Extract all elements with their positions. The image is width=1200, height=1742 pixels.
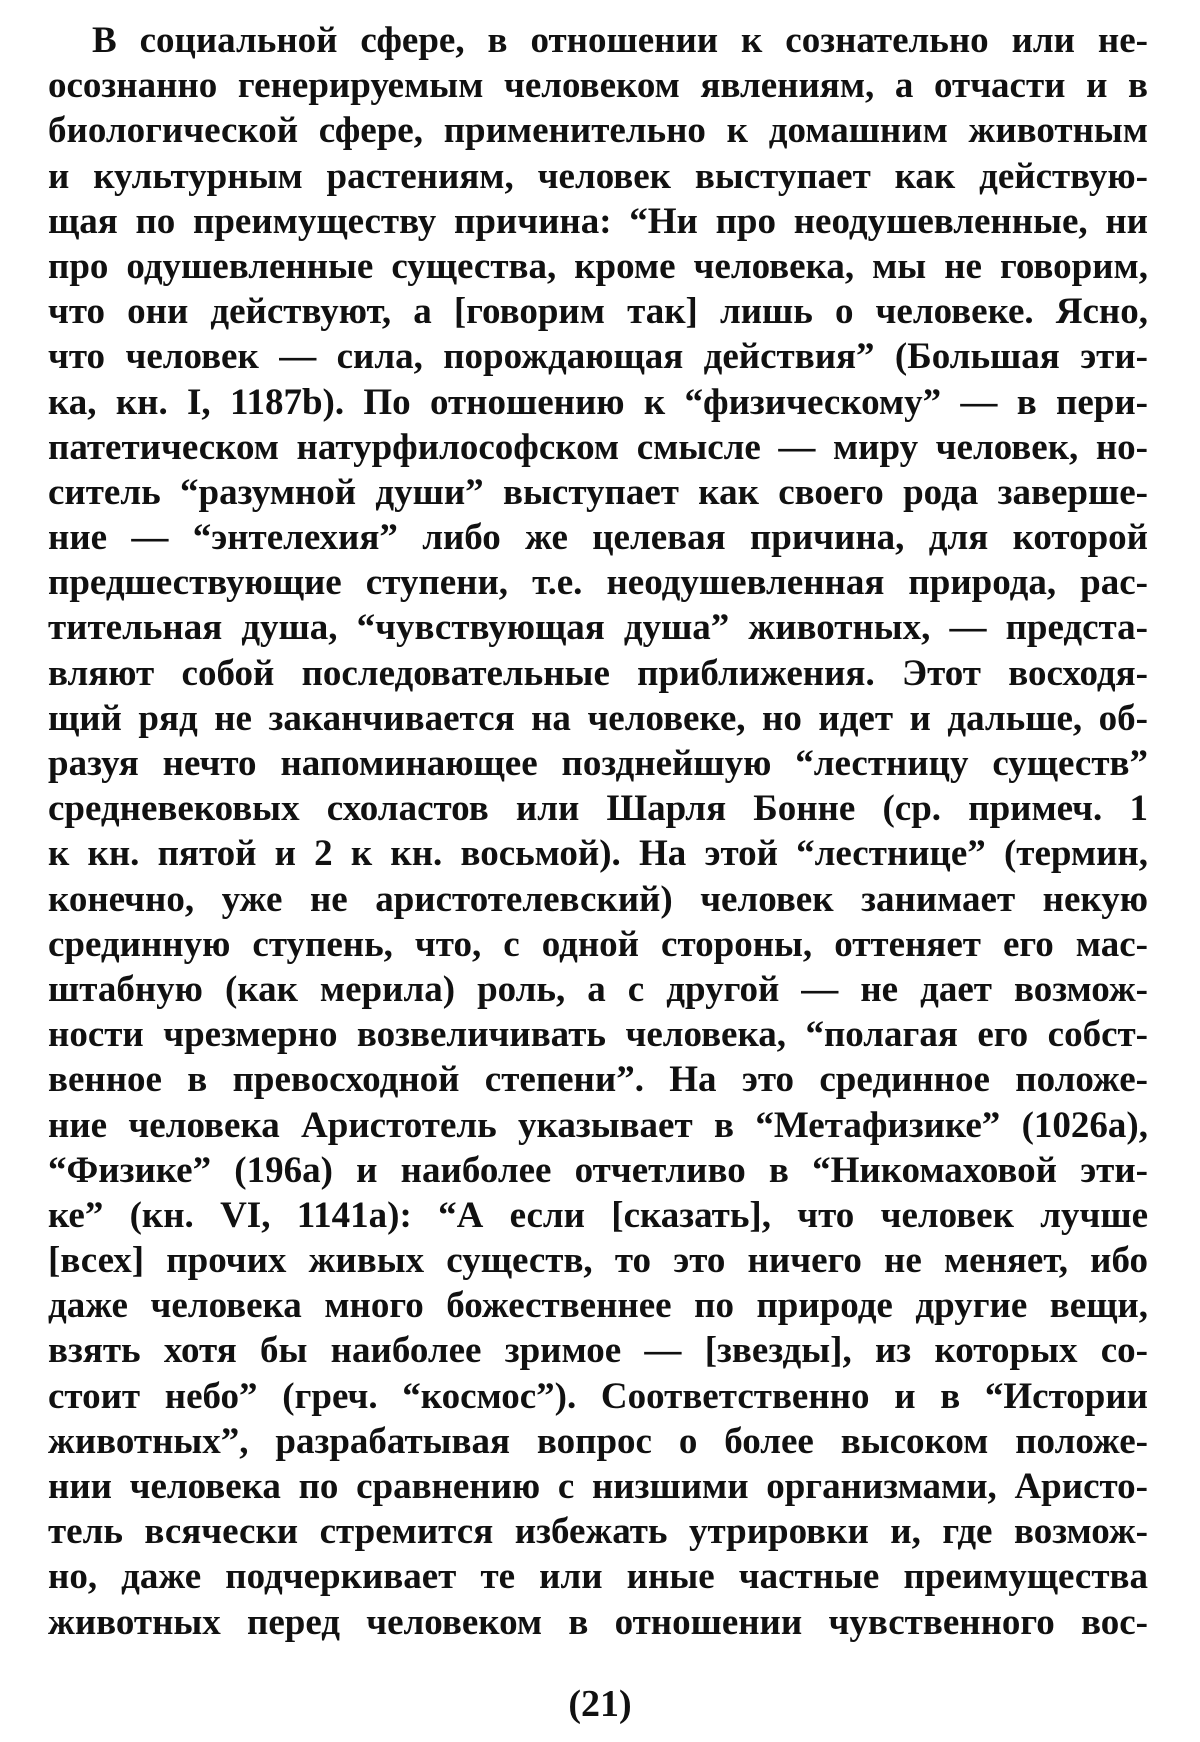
text-line: “Физике” (196a) и наиболее отчетливо в “Никомаховой эти- xyxy=(48,1149,1148,1191)
text-line: что человек — сила, порождающая действия” (Большая эти- xyxy=(48,336,1148,378)
text-line: щая по преимуществу причина: “Ни про неодушевленные, ни xyxy=(48,200,1148,242)
text-line: но, даже подчеркивает те или иные частные преимущества xyxy=(48,1556,1148,1598)
text-line: вляют собой последовательные приближения. Этот восходя- xyxy=(48,652,1148,694)
text-line: ности чрезмерно возвеличивать человека, “полагая его собст- xyxy=(48,1014,1148,1056)
text-line: даже человека много божественнее по природе другие вещи, xyxy=(48,1285,1148,1327)
text-line: животных перед человеком в отношении чувственного вос- xyxy=(48,1601,1148,1643)
body-text xyxy=(48,18,1148,1645)
page-number: (21) xyxy=(568,1683,632,1725)
text-line: щий ряд не заканчивается на человеке, но идет и дальше, об- xyxy=(48,697,1148,739)
text-line: В социальной сфере, в отношении к сознательно или не- xyxy=(92,20,1148,61)
text-line: патетическом натурфилософском смысле — миру человек, но- xyxy=(48,426,1148,468)
text-line: ние человека Аристотель указывает в “Метафизике” (1026a), xyxy=(48,1104,1148,1146)
text-line: ситель “разумной души” выступает как своего рода заверше- xyxy=(48,471,1148,513)
text-line: взять хотя бы наиболее зримое — [звезды], из которых со- xyxy=(48,1330,1148,1372)
text-line: и культурным растениям, человек выступает как действую- xyxy=(48,155,1148,197)
text-line: венное в превосходной степени”. На это срединное положе- xyxy=(48,1059,1148,1101)
text-line: биологической сфере, применительно к домашним животным xyxy=(48,110,1148,152)
text-line: ние — “энтелехия” либо же целевая причина, для которой xyxy=(48,517,1148,559)
text-line: осознанно генерируемым человеком явлениям, а отчасти и в xyxy=(48,65,1148,107)
text-line: разуя нечто напоминающее позднейшую “лестницу существ” xyxy=(48,743,1148,784)
text-line: штабную (как мерила) роль, а с другой — не дает возмож- xyxy=(48,968,1148,1010)
text-line: нии человека по сравнению с низшими организмами, Аристо- xyxy=(48,1466,1148,1507)
text-line: к кн. пятой и 2 к кн. восьмой). На этой “лестнице” (термин, xyxy=(48,833,1148,875)
text-line: тель всячески стремится избежать утрировки и, где возмож- xyxy=(48,1511,1148,1553)
text-line: [всех] прочих живых существ, то это ничего не меняет, ибо xyxy=(48,1240,1148,1282)
text-line: ке” (кн. VI, 1141a): “А если [сказать], что человек лучше xyxy=(48,1194,1148,1236)
text-line: предшествующие ступени, т.е. неодушевленная природа, рас- xyxy=(48,562,1148,604)
text-line: средневековых схоластов или Шарля Бонне (ср. примеч. 1 xyxy=(48,788,1148,830)
text-line: стоит небо” (греч. “космос”). Соответственно и в “Истории xyxy=(48,1375,1148,1417)
text-line: животных”, разрабатывая вопрос о более высоком положе- xyxy=(48,1420,1148,1462)
text-line: что они действуют, а [говорим так] лишь о человеке. Ясно, xyxy=(48,291,1148,333)
text-line: конечно, уже не аристотелевский) человек занимает некую xyxy=(48,878,1148,920)
text-line: про одушевленные существа, кроме человека, мы не говорим, xyxy=(48,245,1148,287)
text-line: срединную ступень, что, с одной стороны, оттеняет его мас- xyxy=(48,923,1148,965)
text-line: ка, кн. I, 1187b). По отношению к “физическому” — в пери- xyxy=(48,381,1148,423)
text-line: тительная душа, “чувствующая душа” животных, — предста- xyxy=(48,607,1148,649)
